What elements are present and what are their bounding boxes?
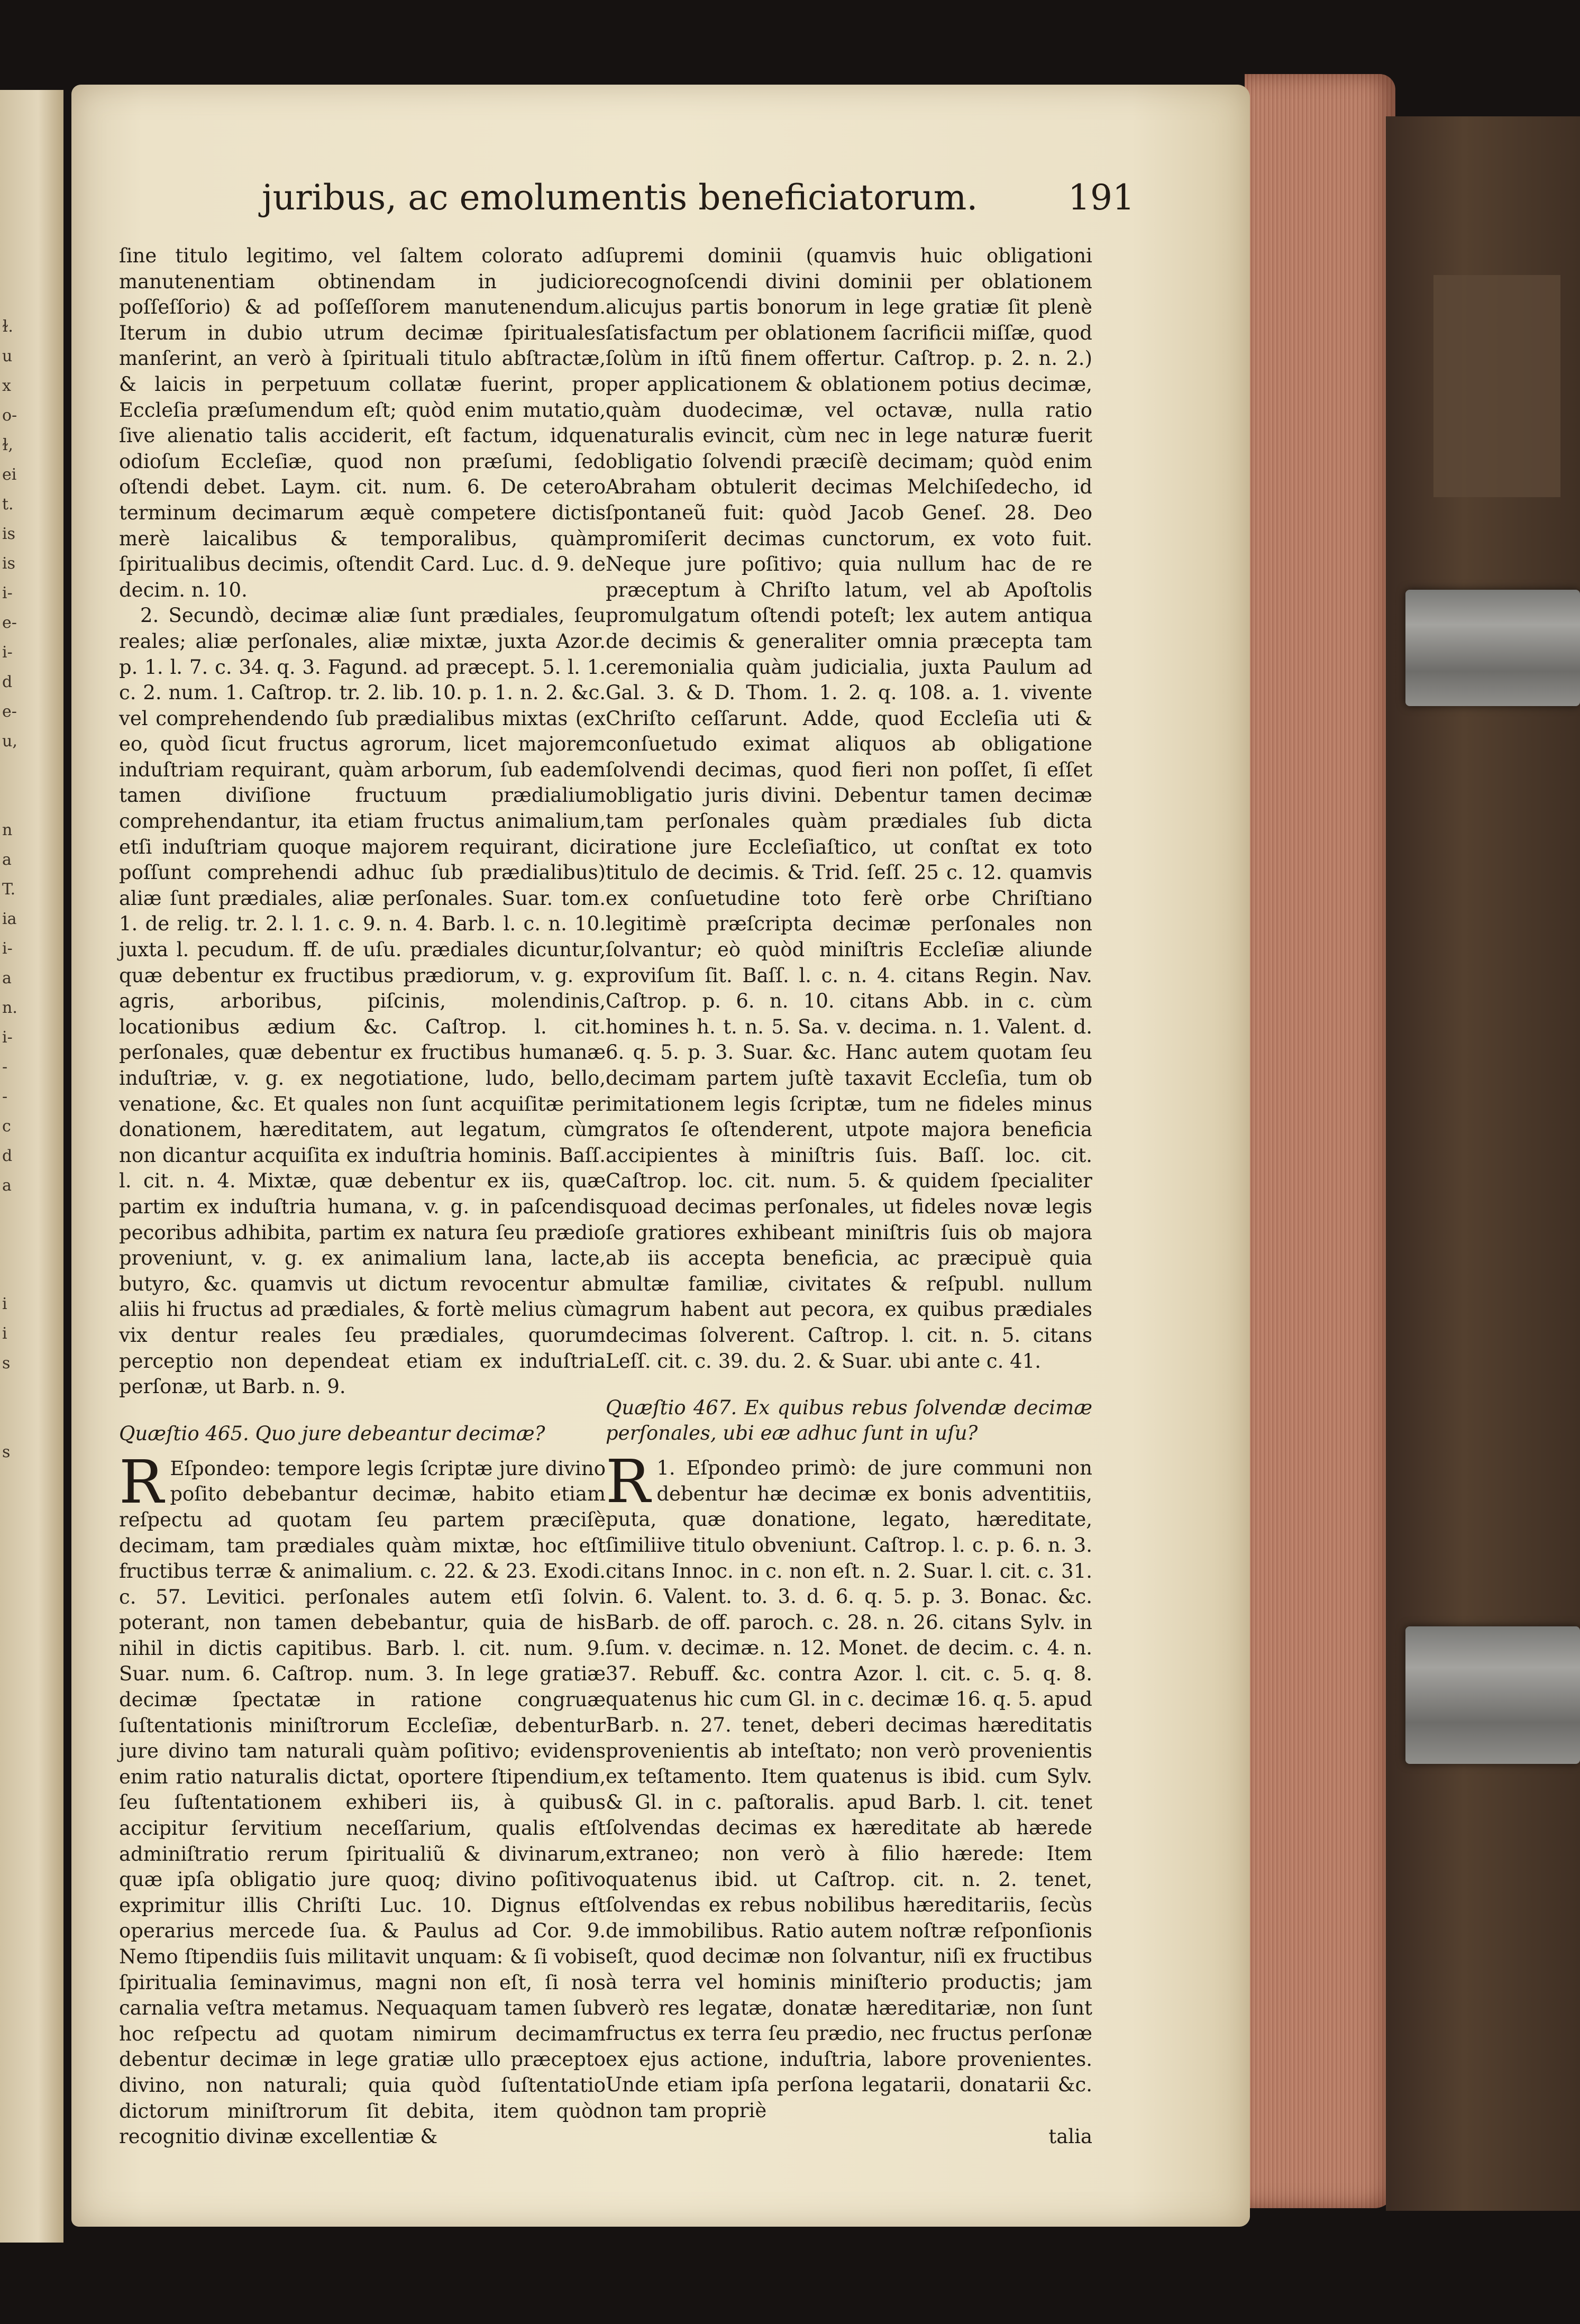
left-page-margin-text: ɫ. u x o- ɫ, ei t. is is i- e- i- d e- u, n a T. ia i- a n. i- - - c d a i i s s [2,317,17,1461]
paragraph: ſine titulo legitimo, vel ſaltem colorato ad manutenentiam obtinendam in judicio poſſeſſorio) & ad poſſeſſorem manutenendum. Iterum in dubio utrum decimæ ſpirituales manſerint, an verò à ſpirituali titulo abſtractæ, & laicis in perpetuum collatæ fuerint, pro Eccleſia præſumendum eſt; quòd enim mutatio, ſive alienatio talis acciderit, eſt factum, idque odioſum Eccleſiæ, quod non præſumi, ſed oſtendi debet. Laym. cit. num. 6. De cetero terminum decimarum æquè competere dictis merè laicalibus & temporalibus, quàm ſpiritualibus decimis, oſtendit Card. Luc. d. 9. de decim. n. 10. [119,244,606,601]
left-column [119,243,606,2150]
answer-paragraph [606,1448,1092,2124]
running-title: juribus, ac emolumentis beneficiatorum. [262,177,978,218]
page-edges [1245,74,1395,2208]
question-heading: Quæſtio 467. Ex quibus rebus ſolvendæ decimæ perſonales, ubi eæ adhuc ſunt in uſu? [606,1396,1092,1445]
clasp-top [1405,590,1580,706]
left-page-edge [0,90,63,2243]
page-number: 191 [1068,177,1135,218]
clasp-bottom [1405,1626,1580,1764]
catchword: talia [1048,2125,1092,2148]
right-column [606,243,1092,2149]
paragraph: 2. Secundò, decimæ aliæ ſunt prædiales, ſeu reales; aliæ perſonales, aliæ mixtæ, juxta Azor. p. 1. l. 7. c. 34. q. 3. Fagund. ad præcept. 5. l. 1. c. 2. num. 1. Caſtrop. tr. 2. lib. 10. p. 1. n. 2. &c. vel comprehendendo ſub prædialibus mixtas (ex eo, quòd ſicut fructus agrorum, licet majorem induſtriam requirant, quàm arborum, ſub eadem tamen diviſione fructuum prædialium comprehendantur, ita etiam fructus animalium, etſi induſtriam quoque majorem requirant, dici poſſunt comprehendi adhuc ſub prædialibus) aliæ ſunt prædiales, aliæ perſonales. Suar. tom. 1. de relig. tr. 2. l. 1. c. 9. n. 4. Barb. l. c. n. 10. juxta l. pecudum. ff. de uſu. prædiales dicuntur, quæ debentur ex fructibus prædiorum, v. g. ex agris, arboribus, piſcinis, molendinis, locationibus ædium &c. Caſtrop. l. cit. perſonales, quæ debentur ex fructibus humanæ induſtriæ, v. g. ex negotiatione, ludo, bello, venatione, &c. Et quales non ſunt acquiſitæ per donationem, hæreditatem, aut legatum, cùm non dicantur acquiſita ex induſtria hominis. Baſſ. l. cit. n. 4. Mixtæ, quæ debentur ex iis, quæ partim ex induſtria humana, v. g. in paſcendis pecoribus adhibita, partim ex natura ſeu prædio proveniunt, v. g. ex animalium lana, lacte, butyro, &c. quamvis ut dictum revocentur ab aliis hi fructus ad prædiales, & fortè melius cùm vix dentur reales ſeu prædiales, quorum perceptio non dependeat etiam ex induſtria perſonæ, ut Barb. n. 9. [119,604,606,1398]
drop-cap: R [119,1448,164,1517]
question-heading: Quæſtio 465. Quo jure debeantur decimæ? [119,1422,545,1445]
running-header [262,177,1135,235]
drop-cap: R [606,1448,651,1517]
answer-text: 1. Eſpondeo primò: de jure communi non debentur hæ decimæ ex bonis adventitiis, puta, quæ donatione, legato, hæreditate, ſimiliive titulo obveniunt. Caſtrop. l. c. p. 6. n. 3. citans Innoc. in c. non eſt. n. 2. Suar. l. cit. c. 31. n. 6. Valent. to. 3. d. 6. q. 5. p. 3. Bonac. &c. Barb. de off. paroch. c. 28. n. 26. citans Sylv. in ſum. v. decimæ. n. 12. Monet. de decim. c. 4. n. 37. Rebuff. &c. contra Azor. l. cit. c. 5. q. 8. quatenus hic cum Gl. in c. decimæ 16. q. 5. apud Barb. n. 27. tenet, deberi decimas hæreditatis provenientis ab inteſtato; non verò provenientis ex teſtamento. Item quatenus is ibid. cum Sylv. & Gl. in c. paſtoralis. apud Barb. l. cit. tenet ſolvendas decimas ex hæreditate ab hærede extraneo; non verò à filio hærede: Item quatenus ibid. ut Caſtrop. cit. n. 2. tenet, ſolvendas ex rebus nobilibus hæreditariis, ſecùs de immobilibus. Ratio autem noſtræ reſponſionis eſt, quod decimæ non ſolvantur, niſi ex fructibus à terra vel hominis miniſterio productis; jam verò res legatæ, donatæ hæreditariæ, non ſunt fructus ex terra ſeu prædio, nec fructus perſonæ ex ejus actione, induſtria, labore provenientes. Unde etiam ipſa perſona legatarii, donatarii &c. non tam propriè [606,1457,1092,2122]
cover-label [1433,275,1560,497]
answer-paragraph [119,1448,606,2150]
paragraph: ſupremi dominii (quamvis huic obligationi recognoſcendi divini dominii per oblationem alicujus partis bonorum in lege gratiæ ſit plenè ſatisfactum per oblationem ſacrificii miſſæ, quod ſolùm in iſtũ finem offertur. Caſtrop. p. 2. n. 2.) per applicationem & oblationem potius decimæ, quàm duodecimæ, vel octavæ, nulla ratio naturalis evincit, cùm nec in lege naturæ fuerit obligatio ſolvendi præciſè decimam; quòd enim Abraham obtulerit decimas Melchiſedecho, id ſpontaneũ fuit: quòd Jacob Geneſ. 28. Deo promiſerit decimas cunctorum, ex voto fuit. Neque jure poſitivo; quia nullum hac de re præceptum à Chriſto latum, vel ab Apoſtolis promulgatum oſtendi poteſt; lex autem antiqua de decimis & generaliter omnia præcepta tam ceremonialia quàm judicialia, juxta Paulum ad Gal. 3. & D. Thom. 1. 2. q. 108. a. 1. vivente Chriſto ceſſarunt. Adde, quod Eccleſia uti & conſuetudo eximat aliquos ab obligatione ſolvendi decimas, quod fieri non poſſet, ſi eſſet obligatio juris divini. Debentur tamen decimæ tam perſonales quàm prædiales ſub dicta ratione jure Eccleſiaſtico, ut conſtat ex toto titulo de decimis. & Trid. ſeſſ. 25 c. 12. quamvis ex conſuetudine toto ferè orbe Chriſtiano legitimè præſcripta decimæ perſonales non ſolvantur; eò quòd miniſtris Eccleſiæ aliunde proviſum ſit. Baſſ. l. c. n. 4. citans Regin. Nav. Caſtrop. p. 6. n. 10. citans Abb. in c. cùm homines h. t. n. 5. Sa. v. decima. n. 1. Valent. d. 6. q. 5. p. 3. Suar. &c. Hanc autem quotam ſeu decimam partem juſtè taxavit Eccleſia, tum ob imitationem legis ſcriptæ, tum ne fideles minus gratos ſe oſtenderent, utpote majora beneficia accipientes à miniſtris ſuis. Baſſ. loc. cit. Caſtrop. loc. cit. num. 5. & quidem ſpecialiter quoad decimas perſonales, ut fideles novæ legis ſe gratiores exhibeant miniſtris ſuis ob majora ab iis accepta beneficia, ac præcipuè quia multæ familiæ, civitates & reſpubl. nullum agrum habent aut pecora, ex quibus prædiales decimas ſolverent. Caſtrop. l. cit. n. 5. citans Leſſ. cit. c. 39. du. 2. & Suar. ubi ante c. 41. [606,244,1092,1373]
answer-text: Eſpondeo: tempore legis ſcriptæ jure divino poſito debebantur decimæ, habito etiam reſpectu ad quotam ſeu partem præciſè decimam, tam prædiales quàm mixtæ, hoc eſt fructibus terræ & animalium. c. 22. & 23. Exodi. c. 57. Levitici. perſonales autem etſi ſolvi poterant, non tamen debebantur, quia de his nihil in dictis capitibus. Barb. l. cit. num. 9. Suar. num. 6. Caſtrop. num. 3. In lege gratiæ decimæ ſpectatæ in ratione congruæ ſuſtentationis miniſtrorum Eccleſiæ, debentur jure divino tam naturali quàm poſitivo; evidens enim ratio naturalis dictat, oportere ſtipendium, ſeu ſuſtentationem exhiberi iis, à quibus accipitur ſervitium neceſſarium, qualis eſt adminiſtratio rerum ſpiritualiũ & divinarum, quæ ipſa obligatio jure quoq; divino poſitivo exprimitur illis Chriſti Luc. 10. Dignus eſt operarius mercede ſua. & Paulus ad Cor. 9. Nemo ſtipendiis ſuis militavit unquam: & ſi vobis ſpiritualia ſeminavimus, magni non eſt, ſi nos carnalia veſtra metamus. Nequaquam tamen ſub hoc reſpectu ad quotam nimirum decimam debentur decimæ in lege gratiæ ullo præcepto divino, non naturali; quia quòd ſuſtentatio dictorum miniſtrorum ſit debita, item quòd recognitio divinæ excellentiæ & [119,1457,606,2148]
